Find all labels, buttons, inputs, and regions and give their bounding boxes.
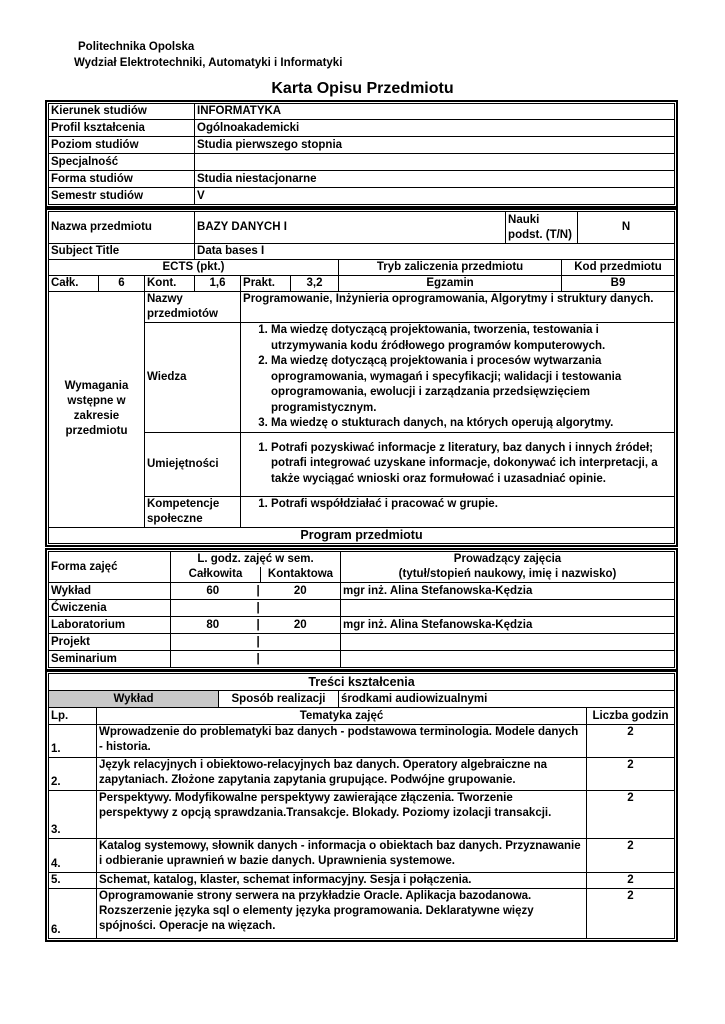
- method-label: Sposób realizacji: [219, 691, 339, 708]
- program-contact: [261, 600, 341, 617]
- content-lp: 6.: [49, 889, 97, 939]
- ects-prakt-label: Prakt.: [241, 276, 291, 292]
- info-label: Profil kształcenia: [49, 120, 195, 137]
- program-sep: |: [255, 651, 261, 668]
- program-contact: 20: [261, 583, 341, 600]
- info-label: Poziom studiów: [49, 137, 195, 154]
- program-total: 60: [171, 583, 255, 600]
- content-hours: 2: [587, 725, 675, 758]
- content-lp: 3.: [49, 791, 97, 839]
- content-title: Treści kształcenia: [49, 674, 675, 691]
- teacher-label: Prowadzący zajęcia: [341, 552, 675, 568]
- content-topic: Katalog systemowy, słownik danych - informacja o obiektach baz danych. Przyznawanie i odbieranie uprawnień w bazie danych. Uprawnienia systemowe.: [97, 839, 587, 873]
- info-table: [48, 103, 675, 205]
- list-item: 3. Ma wiedzę o stukturach danych, na których operują algorytmy.: [271, 416, 672, 432]
- program-form: Projekt: [49, 634, 171, 651]
- info-value: Ogólnoakademicki: [195, 120, 675, 137]
- info-value: INFORMATYKA: [195, 104, 675, 120]
- basic-science-label: Nauki podst. (T/N): [506, 212, 578, 244]
- list-item: 1. Potrafi pozyskiwać informacje z literatury, baz danych i innych źródeł; potrafi integrować uzyskane informacje, dokonywać ich interpretacji, a także wyciągać wnioski oraz formułować i uzasadniać opinie.: [271, 441, 672, 488]
- list-item: 1. Potrafi współdziałać i pracować w grupie.: [271, 497, 672, 513]
- ects-kont-label: Kont.: [145, 276, 195, 292]
- program-total: [171, 651, 255, 668]
- info-value: [195, 154, 675, 171]
- subject-name: BAZY DANYCH I: [195, 212, 506, 244]
- program-teacher: mgr inż. Alina Stefanowska-Kędzia: [341, 617, 675, 634]
- course-code: B9: [562, 276, 675, 292]
- social-label: Kompetencje społeczne: [145, 496, 241, 527]
- knowledge-list: [241, 323, 675, 433]
- content-topic: Język relacyjnych i obiektowo-relacyjnych baz danych. Operatory algebraiczne na zapytaniach. Złożone zapytania zapytania grupujące. Podwójne grupowanie.: [97, 758, 587, 791]
- hours-count-label: Liczba godzin: [587, 708, 675, 725]
- info-label: Semestr studiów: [49, 188, 195, 205]
- faculty-name: Wydział Elektrotechniki, Automatyki i Informatyki: [74, 57, 343, 69]
- subject-name-label: Nazwa przedmiotu: [49, 212, 195, 244]
- content-hours: 2: [587, 873, 675, 889]
- mode-label: Tryb zaliczenia przedmiotu: [339, 260, 562, 276]
- content-lp: 1.: [49, 725, 97, 758]
- list-item: 2. Ma wiedzę dotyczącą projektowania i procesów wytwarzania oprogramowania, wymagań i specyfikacji; walidacji i testowania oprogramowania, ewolucji i zarządzania przedsięwzięciem programistycznym.: [271, 354, 672, 416]
- university-name: Politechnika Opolska: [78, 41, 195, 53]
- content-topic: Wprowadzenie do problematyki baz danych - podstawowa terminologia. Modele danych - historia.: [97, 725, 587, 758]
- program-sep: |: [255, 634, 261, 651]
- skills-list: [241, 432, 675, 496]
- ects-total-label: Całk.: [49, 276, 99, 292]
- code-label: Kod przedmiotu: [562, 260, 675, 276]
- lp-label: Lp.: [49, 708, 97, 725]
- program-total: [171, 634, 255, 651]
- hours-label: L. godz. zajęć w sem.: [171, 552, 341, 568]
- total-hours-label: Całkowita: [171, 567, 261, 583]
- knowledge-label: Wiedza: [145, 323, 241, 433]
- content-lp: 2.: [49, 758, 97, 791]
- info-label: Forma studiów: [49, 171, 195, 188]
- content-topic: Perspektywy. Modyfikowalne perspektywy zawierające złączenia. Tworzenie perspektywy z opcją sprawdzania.Transakcje. Blokady. Poziomy izolacji transakcji.: [97, 791, 587, 839]
- program-total: 80: [171, 617, 255, 634]
- program-teacher: mgr inż. Alina Stefanowska-Kędzia: [341, 583, 675, 600]
- program-sep: |: [255, 583, 261, 600]
- program-sep: |: [255, 617, 261, 634]
- method-value: środkami audiowizualnymi: [339, 691, 675, 708]
- ects-label: ECTS (pkt.): [49, 260, 339, 276]
- info-label: Kierunek studiów: [49, 104, 195, 120]
- content-hours: 2: [587, 758, 675, 791]
- content-hours: 2: [587, 889, 675, 939]
- content-hours: 2: [587, 791, 675, 839]
- basic-science-value: N: [578, 212, 675, 244]
- program-contact: [261, 651, 341, 668]
- ects-prakt: 3,2: [291, 276, 339, 292]
- content-hours: 2: [587, 839, 675, 873]
- content-lp: 4.: [49, 839, 97, 873]
- subject-title-label: Subject Title: [49, 244, 195, 260]
- content-topic: Oprogramowanie strony serwera na przykładzie Oracle. Aplikacja bazodanowa. Rozszerzenie języka sql o elementy języka programowania. Deklaratywne więzy spójności. Operacje na więzach.: [97, 889, 587, 939]
- teacher-sub-label: (tytuł/stopień naukowy, imię i nazwisko): [341, 567, 675, 583]
- ects-kont: 1,6: [195, 276, 241, 292]
- content-type: Wykład: [49, 691, 219, 708]
- subject-table: [48, 211, 675, 544]
- ects-total: 6: [99, 276, 145, 292]
- program-sep: |: [255, 600, 261, 617]
- program-contact: [261, 634, 341, 651]
- list-item: 1. Ma wiedzę dotyczącą projektowania, tworzenia, testowania i utrzymywania kodu źródłowego programów komputerowych.: [271, 323, 672, 354]
- program-table: [48, 551, 675, 668]
- skills-label: Umiejętności: [145, 432, 241, 496]
- contact-hours-label: Kontaktowa: [261, 567, 341, 583]
- content-table: [48, 673, 675, 939]
- program-total: [171, 600, 255, 617]
- content-topic: Schemat, katalog, klaster, schemat informacyjny. Sesja i połączenia.: [97, 873, 587, 889]
- program-teacher: [341, 651, 675, 668]
- requirements-label: Wymagania wstępne w zakresie przedmiotu: [49, 292, 145, 528]
- page-title: Karta Opisu Przedmiotu: [271, 80, 454, 97]
- program-teacher: [341, 600, 675, 617]
- prereq-names: Programowanie, Inżynieria oprogramowania, Algorytmy i struktury danych.: [241, 292, 675, 323]
- topic-label: Tematyka zajęć: [97, 708, 587, 725]
- form-label: Forma zajęć: [49, 552, 171, 583]
- social-list: [241, 496, 675, 527]
- program-form: Laboratorium: [49, 617, 171, 634]
- info-value: V: [195, 188, 675, 205]
- program-form: Wykład: [49, 583, 171, 600]
- program-teacher: [341, 634, 675, 651]
- info-value: Studia niestacjonarne: [195, 171, 675, 188]
- names-label: Nazwy przedmiotów: [145, 292, 241, 323]
- content-lp: 5.: [49, 873, 97, 889]
- program-form: Ćwiczenia: [49, 600, 171, 617]
- program-form: Seminarium: [49, 651, 171, 668]
- info-label: Specjalność: [49, 154, 195, 171]
- subject-title: Data bases I: [195, 244, 675, 260]
- exam-mode: Egzamin: [339, 276, 562, 292]
- program-title: Program przedmiotu: [49, 527, 675, 543]
- info-value: Studia pierwszego stopnia: [195, 137, 675, 154]
- program-contact: 20: [261, 617, 341, 634]
